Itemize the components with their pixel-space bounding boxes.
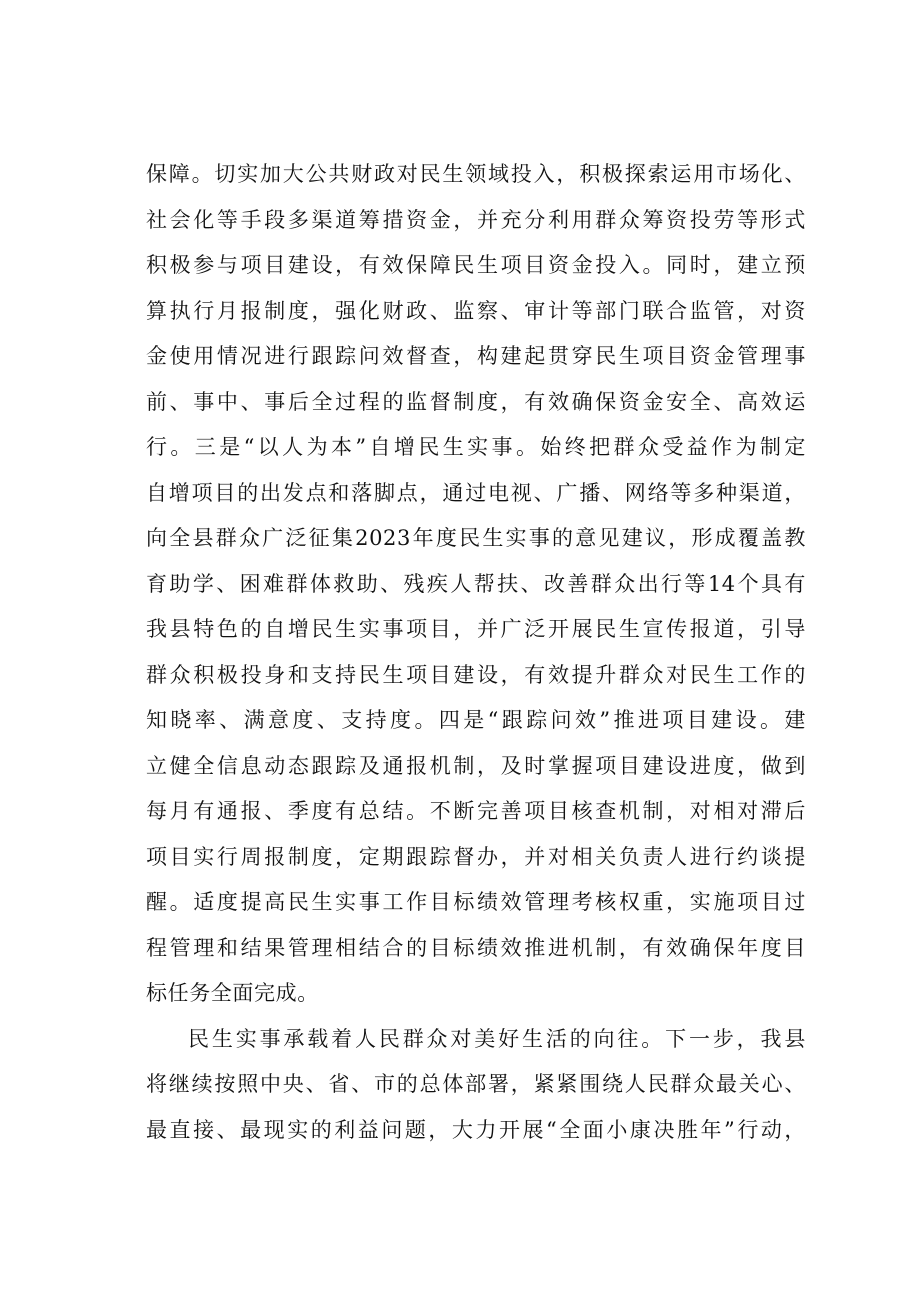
paragraph-1: [146, 152, 806, 1017]
text-line: 标任务全面完成。: [146, 981, 319, 1005]
text-line: 每月有通报、季度有总结。不断完善项目核查机制，对相对滞后: [146, 799, 806, 823]
text-line: 醒。适度提高民生实事工作目标绩效管理考核权重，实施项目过: [146, 890, 806, 914]
text-line: 金使用情况进行跟踪问效督查，构建起贯穿民生项目资金管理事: [146, 344, 806, 368]
text-line: 立健全信息动态跟踪及通报机制，及时掌握项目建设进度，做到: [146, 753, 806, 778]
text-line: 育助学、困难群体救助、残疾人帮扶、改善群众出行等14个具有: [146, 571, 806, 596]
text-line: 最直接、最现实的利益问题，大力开展“全面小康决胜年”行动，: [146, 1117, 806, 1142]
text-line: 将继续按照中央、省、市的总体部署，紧紧围绕人民群众最关心、: [146, 1072, 806, 1096]
text-line: 算执行月报制度，强化财政、监察、审计等部门联合监管，对资: [146, 298, 806, 323]
text-line: 知晓率、满意度、支持度。四是“跟踪问效”推进项目建设。建: [146, 708, 806, 732]
text-line: 项目实行周报制度，定期跟踪督办，并对相关负责人进行约谈提: [146, 844, 806, 869]
text-line: 程管理和结果管理相结合的目标绩效推进机制，有效确保年度目: [146, 935, 806, 960]
text-line: 积极参与项目建设，有效保障民生项目资金投入。同时，建立预: [146, 253, 806, 277]
text-line: 行。三是“以人为本”自增民生实事。始终把群众受益作为制定: [146, 435, 806, 459]
text-line: 民生实事承载着人民群众对美好生活的向往。下一步，我县: [188, 1026, 806, 1051]
text-line: 自增项目的出发点和落脚点，通过电视、广播、网络等多种渠道，: [146, 480, 806, 505]
text-line: 社会化等手段多渠道筹措资金，并充分利用群众筹资投劳等形式: [146, 207, 806, 232]
paragraph-2: [146, 1017, 806, 1154]
text-line: 群众积极投身和支持民生项目建设，有效提升群众对民生工作的: [146, 662, 806, 687]
body-text: [146, 152, 806, 1153]
text-line: 保障。切实加大公共财政对民生领域投入，积极探索运用市场化、: [146, 162, 806, 186]
text-line: 我县特色的自增民生实事项目，并广泛开展民生宣传报道，引导: [146, 617, 806, 641]
text-line: 前、事中、事后全过程的监督制度，有效确保资金安全、高效运: [146, 389, 806, 414]
text-line: 向全县群众广泛征集2023年度民生实事的意见建议，形成覆盖教: [146, 526, 806, 550]
